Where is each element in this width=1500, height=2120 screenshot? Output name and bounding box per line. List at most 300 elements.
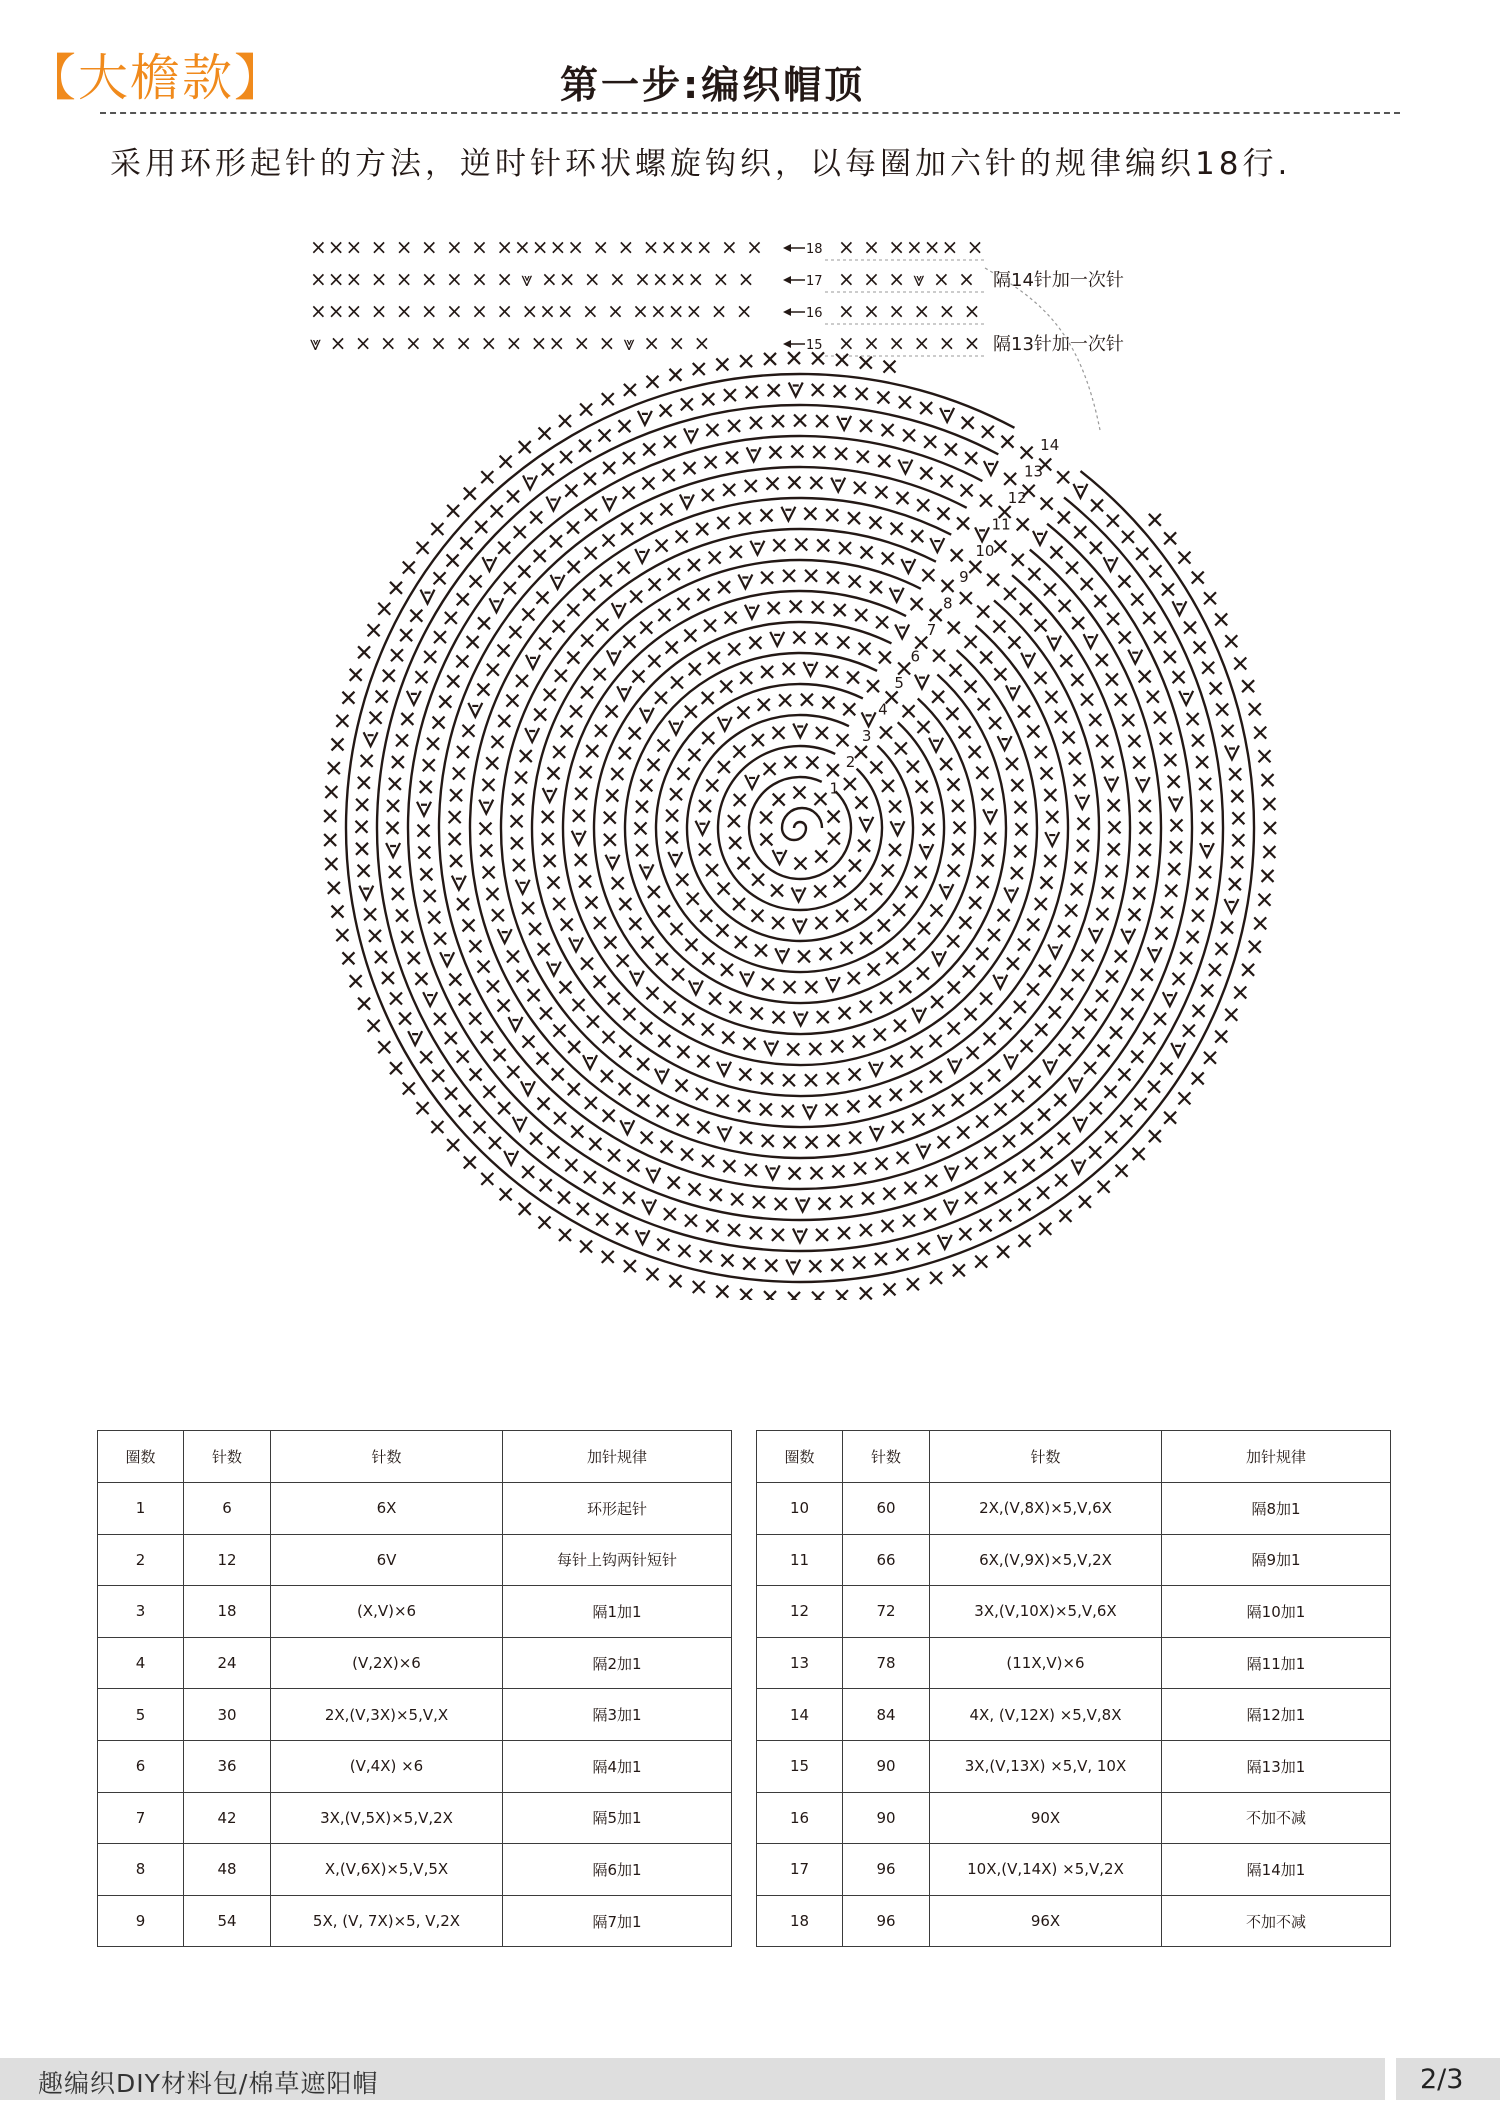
cell-stitches: (11X,V)×6: [930, 1637, 1162, 1689]
stitch-single: [447, 505, 459, 517]
stitch-increase: [642, 1200, 656, 1214]
stitch-single: [547, 1146, 559, 1158]
stitch-single: [331, 738, 343, 750]
stitch-increase: [516, 880, 530, 894]
stitch-increase: [630, 971, 644, 985]
stitch-single: [834, 875, 846, 887]
stitch-single: [897, 492, 909, 504]
stitch-single: [616, 1223, 628, 1235]
stitch-single: [420, 781, 432, 793]
stitch-single: [753, 1196, 765, 1208]
stitch-single: [559, 415, 571, 427]
stitch-single: [671, 676, 683, 688]
stitch-single: [1021, 447, 1033, 459]
cell-round: 14: [757, 1689, 843, 1741]
ring-number: 12: [1007, 488, 1027, 507]
stitch-single: [498, 645, 510, 657]
stitch-single: [423, 759, 435, 771]
stitch-single: [938, 1136, 950, 1148]
cell-round: 1: [98, 1483, 184, 1535]
stitch-single: [376, 691, 388, 703]
stitch-increase: [547, 962, 561, 976]
stitch-single: [1091, 499, 1103, 511]
stitch-single: [507, 490, 519, 502]
header-count: 针数: [843, 1431, 930, 1483]
stitch-single: [522, 902, 534, 914]
stitch-single: [746, 386, 758, 398]
stitch-single: [1069, 753, 1081, 765]
stitch-single: [1140, 822, 1152, 834]
stitch-increase: [606, 855, 620, 869]
stitch-single: [953, 1264, 965, 1276]
table-row: [757, 1483, 1391, 1535]
stitch-single: [789, 1167, 801, 1179]
stitch-increase: [696, 821, 710, 835]
stitch-single: [1015, 823, 1027, 835]
stitch-single: [623, 1008, 635, 1020]
table-row: [757, 1792, 1391, 1844]
stitch-single: [963, 965, 975, 977]
stitch-single: [1131, 1051, 1143, 1063]
stitch-increase: [1104, 777, 1118, 791]
stitch-single: [688, 749, 700, 761]
row-stitches-left: ××× × × × × × × ××× × × ×××× × ×: [310, 299, 754, 323]
stitch-single: [325, 786, 337, 798]
ring-number: 6: [910, 647, 921, 666]
stitch-single: [1192, 1072, 1204, 1084]
stitch-single: [762, 978, 774, 990]
stitch-single: [459, 1105, 471, 1117]
stitch-single: [368, 624, 380, 636]
stitch-single: [918, 922, 930, 934]
stitch-single: [447, 675, 459, 687]
stitch-single: [568, 1041, 580, 1053]
stitch-single: [1061, 988, 1073, 1000]
stitch-single: [685, 939, 697, 951]
stitch-single: [624, 384, 636, 396]
stitch-single: [516, 675, 528, 687]
stitch-single: [1096, 990, 1108, 1002]
stitch-single: [1049, 1006, 1061, 1018]
cell-round: 13: [757, 1637, 843, 1689]
stitch-single: [834, 385, 846, 397]
stitch-increase: [1200, 843, 1214, 857]
stitch-single: [933, 650, 945, 662]
stitch-single: [760, 1103, 772, 1115]
stitch-increase: [638, 411, 652, 425]
stitch-single: [953, 822, 965, 834]
stitch-single: [530, 511, 542, 523]
stitch-increase: [423, 992, 437, 1006]
stitch-single: [905, 1182, 917, 1194]
stitch-single: [671, 923, 683, 935]
stitch-single: [1041, 877, 1053, 889]
cell-count: 96: [843, 1844, 930, 1896]
stitch-single: [469, 940, 481, 952]
stitch-single: [1027, 919, 1039, 931]
stitch-increase: [1047, 636, 1061, 650]
stitch-single: [623, 452, 635, 464]
stitch-single: [882, 1220, 894, 1232]
stitch-single: [1054, 1094, 1066, 1106]
stitch-single: [1234, 657, 1246, 669]
stitch-increase: [640, 708, 654, 722]
stitch-single: [977, 876, 989, 888]
stitch-increase: [912, 1008, 926, 1022]
stitch-single: [805, 981, 817, 993]
ring-number: 9: [959, 568, 969, 587]
stitch-single: [930, 1071, 942, 1083]
stitch-single: [728, 643, 740, 655]
stitch-single: [515, 772, 527, 784]
header-round: 圈数: [98, 1431, 184, 1483]
stitch-single: [725, 612, 737, 624]
stitch-single: [494, 1049, 506, 1061]
cell-rule: 隔11加1: [1162, 1637, 1391, 1689]
stitch-single: [1143, 612, 1155, 624]
stitch-single: [1216, 704, 1228, 716]
stitch-single: [648, 759, 660, 771]
arrow-head: [783, 244, 791, 252]
stitch-single: [751, 1008, 763, 1020]
stitch-single: [856, 388, 868, 400]
stitch-single: [1249, 703, 1261, 715]
cell-rule: 每针上钩两针短针: [503, 1534, 732, 1586]
stitch-single: [948, 1022, 960, 1034]
stitch-single: [681, 1149, 693, 1161]
stitch-single: [1008, 637, 1020, 649]
stitch-single: [988, 929, 1000, 941]
cell-round: 3: [98, 1586, 184, 1638]
cell-count: 18: [184, 1586, 271, 1638]
stitch-increase: [546, 497, 560, 511]
stitch-single: [1038, 1109, 1050, 1121]
stitch-single: [854, 482, 866, 494]
stitch-increase: [646, 1168, 660, 1182]
stitch-single: [836, 910, 848, 922]
stitch-single: [1028, 568, 1040, 580]
stitch-single: [879, 651, 891, 663]
stitch-increase: [1171, 1043, 1185, 1057]
spiral-ring: [439, 467, 1161, 1189]
stitch-single: [575, 788, 587, 800]
stitch-single: [723, 484, 735, 496]
stitch-single: [952, 843, 964, 855]
stitch-single: [1055, 711, 1067, 723]
stitch-single: [1072, 617, 1084, 629]
stitch-increase: [998, 736, 1012, 750]
stitch-single: [1021, 1040, 1033, 1052]
stitch-single: [1037, 1187, 1049, 1199]
spiral-ring: [470, 498, 1130, 1158]
stitch-single: [697, 589, 709, 601]
table-row: [98, 1792, 732, 1844]
stitch-increase: [1073, 1117, 1087, 1131]
stitch-single: [916, 781, 928, 793]
stitch-single: [1096, 908, 1108, 920]
spiral-ring: [718, 746, 882, 910]
stitch-single: [764, 353, 776, 365]
stitch-single: [702, 692, 714, 704]
table-row: [757, 1740, 1391, 1792]
stitch-single: [892, 1121, 904, 1133]
stitch-increase: [1225, 899, 1239, 913]
stitch-single: [961, 484, 973, 496]
stitch-single: [558, 1192, 570, 1204]
cell-rule: 隔4加1: [503, 1740, 732, 1792]
stitch-increase: [408, 1031, 422, 1045]
stitch-single: [336, 929, 348, 941]
stitch-single: [729, 837, 741, 849]
stitch-single: [431, 523, 443, 535]
stitch-single: [1007, 958, 1019, 970]
stitch-single: [1071, 883, 1083, 895]
stitch-single: [883, 1283, 895, 1295]
stitch-single: [581, 635, 593, 647]
row-stitches-left: ××× × × × × × × ⩔ ×× × × ×××× × ×: [310, 267, 756, 291]
stitch-single: [623, 636, 635, 648]
stitch-single: [917, 499, 929, 511]
stitch-single: [1039, 1223, 1051, 1235]
stitch-single: [534, 709, 546, 721]
stitch-single: [702, 1155, 714, 1167]
stitch-single: [1017, 518, 1029, 530]
stitch-single: [693, 363, 705, 375]
stitch-single: [729, 1001, 741, 1013]
stitch-single: [798, 950, 810, 962]
stitch-single: [507, 950, 519, 962]
stitch-increase: [684, 428, 698, 442]
stitch-single: [449, 811, 461, 823]
spiral-diagram: [346, 374, 1254, 1282]
cell-round: 7: [98, 1792, 184, 1844]
stitch-increase: [837, 416, 851, 430]
stitch-single: [772, 917, 784, 929]
stitch-single: [553, 898, 565, 910]
style-tag: 【大檐款】: [26, 49, 286, 107]
stitch-single: [604, 834, 616, 846]
cell-round: 2: [98, 1534, 184, 1586]
stitch-single: [396, 734, 408, 746]
stitch-single: [601, 1070, 613, 1082]
stitch-single: [889, 844, 901, 856]
stitch-single: [837, 734, 849, 746]
row-number: 15: [806, 338, 823, 353]
stitch-single: [575, 854, 587, 866]
stitch-single: [1187, 713, 1199, 725]
stitch-single: [739, 1069, 751, 1081]
row-stitches-right: × × ×××× ×: [838, 235, 985, 259]
stitch-increase: [526, 655, 540, 669]
stitch-increase: [359, 886, 373, 900]
row-number: 18: [806, 242, 823, 257]
stitch-increase: [364, 732, 378, 746]
stitch-increase: [635, 549, 649, 563]
stitch-single: [827, 1072, 839, 1084]
stitch-single: [624, 1260, 636, 1272]
stitch-single: [718, 761, 730, 773]
stitch-single: [710, 1189, 722, 1201]
stitch-single: [636, 844, 648, 856]
stitch-single: [542, 811, 554, 823]
ring-number: 2: [845, 753, 856, 772]
stitch-single: [1254, 727, 1266, 739]
stitch-single: [580, 766, 592, 778]
ring-number: 10: [975, 541, 995, 560]
footer-text: 趣编织DIY材料包/棉草遮阳帽: [38, 2069, 379, 2098]
stitch-single: [1149, 565, 1161, 577]
spiral-ring: [563, 591, 1037, 1065]
stitch-single: [981, 788, 993, 800]
stitch-single: [994, 541, 1006, 553]
stitch-single: [771, 884, 783, 896]
table-row: [98, 1586, 732, 1638]
stitch-increase: [983, 809, 997, 823]
stitch-single: [482, 779, 494, 791]
stitch-single: [324, 834, 336, 846]
stitch-single: [606, 790, 618, 802]
stitch-single: [1202, 662, 1214, 674]
stitch-increase: [796, 1197, 810, 1211]
stitch-single: [555, 670, 567, 682]
stitch-single: [837, 636, 849, 648]
stitch-single: [584, 473, 596, 485]
stitch-single: [1090, 542, 1102, 554]
stitch-single: [980, 651, 992, 663]
stitch-increase: [1104, 557, 1118, 571]
stitch-single: [1035, 672, 1047, 684]
stitch-single: [723, 1160, 735, 1172]
stitch-single: [390, 1062, 402, 1074]
arrow-head: [783, 308, 791, 316]
stitch-increase: [930, 538, 944, 552]
table-row: [98, 1689, 732, 1741]
stitch-single: [1077, 818, 1089, 830]
stitch-single: [1096, 735, 1108, 747]
stitch-single: [594, 917, 606, 929]
stitch-single: [795, 539, 807, 551]
stitch-single: [1133, 757, 1145, 769]
table-row: [98, 1895, 732, 1947]
stitch-single: [457, 593, 469, 605]
stitch-increase: [738, 574, 752, 588]
stitch-single: [492, 736, 504, 748]
stitch-single: [539, 638, 551, 650]
stitch-single: [1096, 654, 1108, 666]
stitch-single: [687, 893, 699, 905]
stitch-single: [861, 546, 873, 558]
stitch-single: [1110, 1027, 1122, 1039]
stitch-single: [1231, 790, 1243, 802]
stitch-single: [392, 888, 404, 900]
stitch-single: [387, 822, 399, 834]
stitch-single: [1108, 843, 1120, 855]
stitch-single: [1021, 1122, 1033, 1134]
stitch-single: [547, 877, 559, 889]
stitch-single: [559, 981, 571, 993]
stitch-increase: [655, 1069, 669, 1083]
stitch-single: [1161, 906, 1173, 918]
stitch-single: [396, 910, 408, 922]
stitch-single: [969, 561, 981, 573]
stitch-single: [573, 999, 585, 1011]
stitch-single: [553, 746, 565, 758]
stitch-single: [1160, 733, 1172, 745]
stitch-single: [976, 1116, 988, 1128]
stitch-single: [875, 1253, 887, 1265]
stitch-single: [500, 456, 512, 468]
stitch-single: [660, 503, 672, 515]
stitch-single: [817, 539, 829, 551]
stitch-single: [470, 1069, 482, 1081]
stitch-single: [1201, 985, 1213, 997]
ring-number: 11: [991, 515, 1011, 534]
stitch-single: [1164, 651, 1176, 663]
cell-rule: 隔7加1: [503, 1895, 732, 1947]
stitch-single: [608, 993, 620, 1005]
stitch-increase: [1048, 944, 1062, 958]
stitch-single: [1262, 774, 1274, 786]
stitch-single: [1154, 711, 1166, 723]
stitch-single: [1118, 575, 1130, 587]
spiral-ring: [532, 560, 1068, 1096]
stitch-single: [567, 652, 579, 664]
stitch-increase: [803, 1104, 817, 1118]
table-row: [98, 1844, 732, 1896]
stitch-single: [658, 1035, 670, 1047]
stitch-single: [805, 1074, 817, 1086]
stitch-single: [538, 1098, 550, 1110]
stitch-single: [997, 1246, 1009, 1258]
stitch-single: [603, 534, 615, 546]
stitch-single: [1041, 767, 1053, 779]
stitch-single: [1164, 532, 1176, 544]
stitch-single: [594, 976, 606, 988]
stitch-single: [640, 1022, 652, 1034]
stitch-single: [1202, 822, 1214, 834]
stitch-increase: [915, 675, 929, 689]
stitch-single: [838, 1227, 850, 1239]
cell-rule: 隔12加1: [1162, 1689, 1391, 1741]
stitch-single: [806, 757, 818, 769]
stitch-single: [696, 1088, 708, 1100]
stitch-single: [500, 1188, 512, 1200]
stitch-increase: [745, 605, 759, 619]
stitch-single: [475, 521, 487, 533]
stitch-single: [678, 1245, 690, 1257]
step-title: 第一步:编织帽顶: [560, 63, 866, 107]
stitch-single: [498, 715, 510, 727]
stitch-single: [640, 622, 652, 634]
stitch-single: [585, 897, 597, 909]
stitch-single: [1173, 973, 1185, 985]
stitch-single: [1135, 1098, 1147, 1110]
stitch-single: [522, 608, 534, 620]
stitch-increase: [420, 590, 434, 604]
stitch-single: [447, 554, 459, 566]
stitch-single: [1222, 725, 1234, 737]
stitch-single: [415, 973, 427, 985]
stitch-single: [828, 811, 840, 823]
stitch-single: [640, 512, 652, 524]
stitch-single: [637, 1058, 649, 1070]
stitch-single: [431, 1121, 443, 1133]
stitch-single: [1178, 552, 1190, 564]
ring-number: 13: [1023, 462, 1044, 481]
stitch-single: [383, 670, 395, 682]
cell-round: 10: [757, 1483, 843, 1535]
stitch-single: [854, 1162, 866, 1174]
